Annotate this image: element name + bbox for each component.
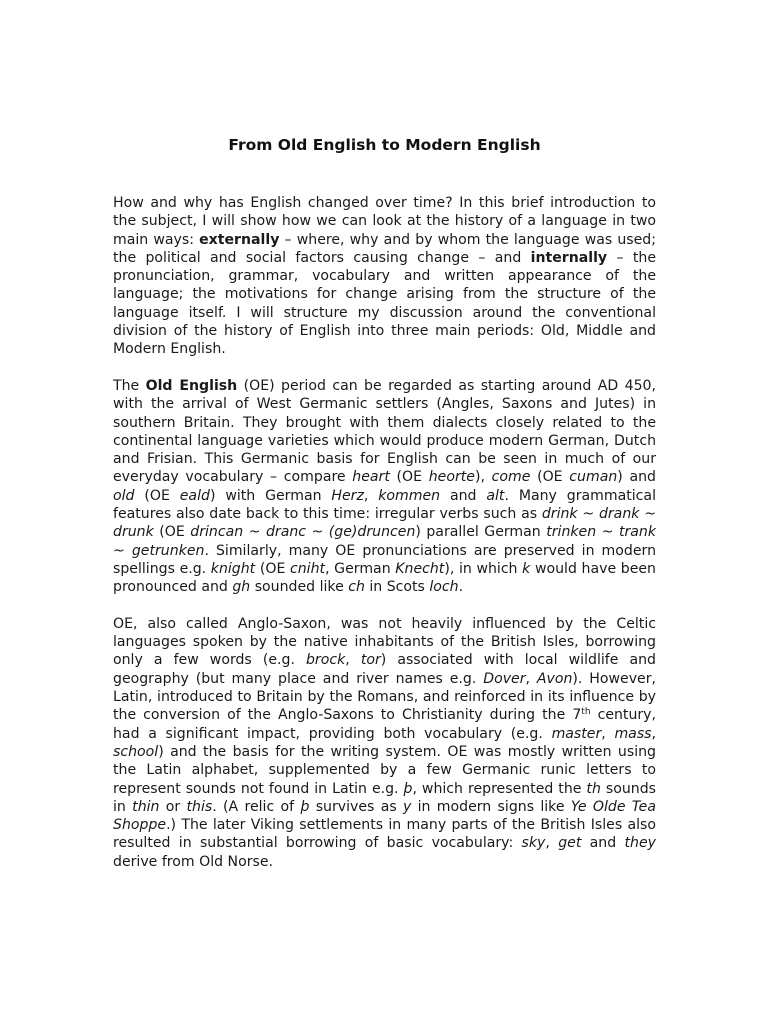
text-run: (OE) period can be regarded as starting around AD 450, with the arrival of West Germanic settlers (Angles, Saxons and Jutes) in southern Britain. They brought with them dialects closely related to the continental language varieties which would produce modern German, Dutch and Frisian. This Germanic basis for English can be seen in much of our everyday vocabulary – compare	[113, 377, 656, 486]
italic-term: alt	[486, 487, 505, 504]
italic-term: mass	[614, 725, 652, 742]
italic-term: this	[186, 798, 213, 815]
text-run: (OE	[389, 469, 429, 486]
italic-term: master	[551, 725, 602, 742]
text-run: in Scots	[364, 579, 430, 596]
text-run: derive from Old Norse.	[113, 853, 273, 870]
bold-term: internally	[530, 249, 608, 266]
italic-term: cuman	[569, 469, 618, 486]
italic-term: Ye Olde Tea Shoppe	[113, 798, 656, 834]
italic-term: drink ~ drank ~ drunk	[113, 506, 656, 541]
text-run: or	[159, 798, 187, 815]
text-run: survives as	[309, 798, 403, 815]
italic-term: they	[624, 835, 656, 852]
text-run: , German	[325, 560, 396, 577]
italic-term: Knecht	[395, 560, 445, 577]
italic-term: trinken ~ trank ~ getrunken	[113, 524, 656, 559]
text-run: ) and	[617, 469, 656, 486]
text-run: How and why has English changed over time? In this brief introduction to the subject, I will show how we can look at the history of a language in two main ways:	[113, 195, 656, 248]
text-run: sounds in	[113, 780, 656, 815]
text-run: OE, also called Anglo-Saxon, was not heavily influenced by the Celtic languages spoken by the native inhabitants of the British Isles, borrowing only a few words (e.g.	[113, 615, 656, 669]
italic-term: old	[113, 487, 135, 504]
text-run: ) parallel German	[415, 524, 547, 541]
text-run: in modern signs like	[411, 798, 571, 815]
text-run: . (A relic of	[212, 798, 301, 815]
text-run: ) with German	[209, 487, 332, 504]
italic-term: knight	[210, 560, 256, 577]
italic-term: th	[586, 780, 601, 797]
italic-term: loch	[429, 579, 459, 596]
paragraph-old-english	[113, 377, 656, 597]
text-run: ,	[651, 725, 656, 742]
italic-term: þ	[403, 780, 413, 797]
text-run: (OE	[530, 469, 570, 486]
text-run: ),	[474, 469, 492, 486]
italic-term: þ	[300, 798, 310, 815]
text-run: ,	[601, 725, 615, 742]
text-run: ,	[345, 652, 361, 669]
bold-term: Old English	[145, 377, 238, 394]
italic-term: cniht	[290, 560, 326, 577]
document-title: From Old English to Modern English	[228, 136, 541, 154]
text-run: ,	[363, 487, 379, 504]
text-run: ) and the basis for the writing system. OE was mostly written using the Latin alphabet, supplemented by a few Germanic runic letters to represent sounds not found in Latin e.g.	[113, 743, 656, 797]
italic-term: kommen	[378, 487, 441, 504]
italic-term: k	[522, 560, 531, 577]
text-run: – where, why and by whom the language was used; the political and social factors causing change – and	[113, 231, 656, 266]
paragraph-anglo-saxon	[113, 615, 656, 871]
italic-term: tor	[360, 652, 381, 669]
text-run: ) associated with local wildlife and geography (but many place and river names e.g.	[113, 652, 656, 687]
text-run: ). However, Latin, introduced to Britain by the Romans, and reinforced in its influence by the conversion of the Anglo-Saxons to Christianity during the 7	[113, 670, 656, 724]
italic-term: Dover	[483, 670, 526, 687]
text-run: ), in which	[444, 560, 523, 577]
italic-term: eald	[179, 487, 210, 504]
text-run: . Many grammatical features also date back to this time: irregular verbs such as	[113, 487, 656, 523]
paragraph-intro	[113, 194, 656, 359]
text-run: and	[440, 487, 487, 504]
italic-term: come	[491, 469, 531, 486]
text-run: .	[458, 579, 464, 596]
text-run: – the pronunciation, grammar, vocabulary and written appearance of the language; the motivations for change arising from the structure of the language itself. I will structure my discussion around the conventional division of the history of English into three main periods: Old, Middle and Modern English.	[113, 249, 656, 358]
text-run: The	[113, 377, 146, 394]
bold-term: externally	[199, 231, 280, 248]
italic-term: gh	[232, 579, 251, 596]
text-run: (OE	[134, 487, 180, 504]
text-run: . Similarly, many OE pronunciations are preserved in modern spellings e.g.	[113, 542, 657, 577]
document-page	[113, 134, 656, 889]
italic-term: Avon	[536, 670, 573, 687]
text-run: sounded like	[250, 579, 349, 596]
italic-term: brock	[305, 652, 346, 669]
italic-term: ch	[348, 579, 365, 596]
italic-term: thin	[132, 798, 160, 815]
italic-term: sky	[521, 835, 546, 852]
text-run: (OE	[153, 524, 191, 541]
superscript: th	[581, 707, 591, 718]
italic-term: Herz	[331, 487, 364, 504]
italic-term: heorte	[428, 469, 475, 486]
text-run: ,	[525, 670, 537, 687]
italic-term: school	[113, 743, 159, 760]
text-run: (OE	[255, 560, 290, 577]
italic-term: get	[558, 835, 582, 852]
text-run: and	[581, 835, 625, 852]
text-run: , which represented the	[412, 780, 587, 797]
text-run: century, had a significant impact, providing both vocabulary (e.g.	[113, 707, 657, 742]
text-run: .) The later Viking settlements in many parts of the British Isles also resulted in substantial borrowing of basic vocabulary:	[113, 817, 656, 852]
text-run: would have been pronounced and	[113, 560, 656, 596]
italic-term: heart	[352, 469, 390, 486]
italic-term: y	[402, 798, 412, 815]
italic-term: drincan ~ dranc ~ (ge)druncen	[190, 524, 416, 541]
text-run: ,	[545, 835, 559, 852]
